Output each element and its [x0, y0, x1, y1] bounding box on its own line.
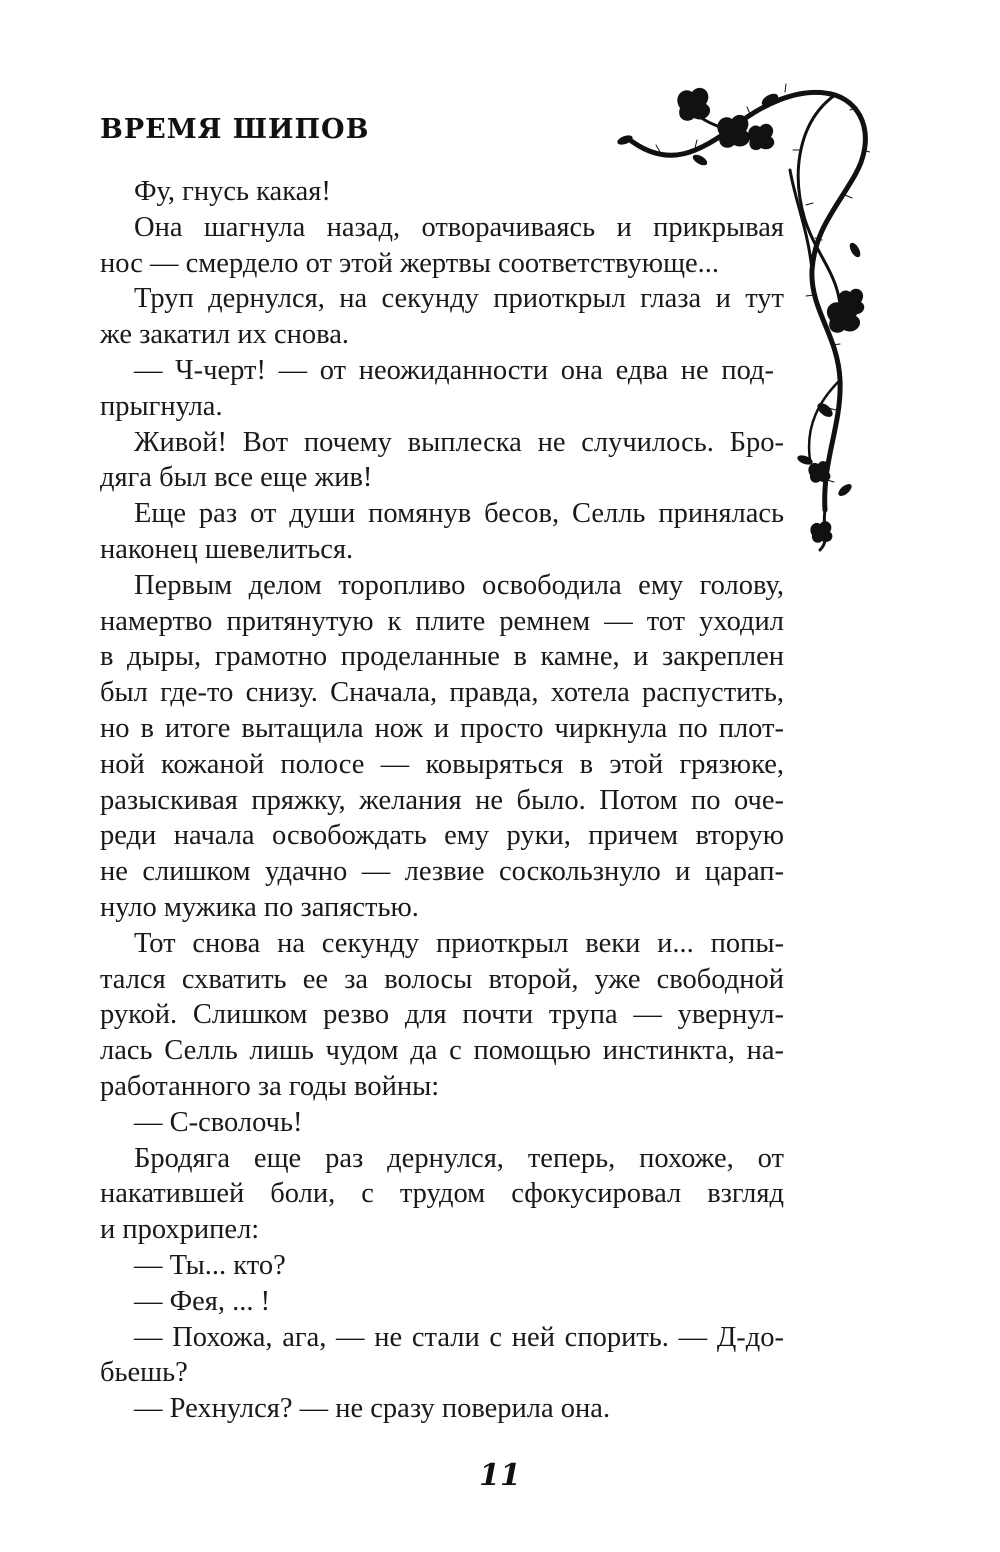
text-line: наконец шевелиться.	[100, 533, 354, 565]
text-line: нуло мужика по запястью.	[100, 891, 419, 923]
text-line: работанного за годы войны:	[100, 1070, 440, 1102]
text-line: — Похожа, ага, — не стали с ней спорить. — Д-до-	[134, 1321, 784, 1353]
text-line: но в итоге вытащила нож и просто чиркнула по плот-	[100, 712, 784, 744]
text-line: прыгнула.	[100, 390, 223, 422]
text-line: Первым делом торопливо освободила ему голову,	[134, 569, 784, 601]
text-line: не слишком удачно — лезвие соскользнуло и царап-	[100, 856, 784, 888]
text-line: Она шагнула назад, отворачиваясь и прикрывая	[134, 211, 784, 243]
text-line: — Ты... кто?	[134, 1249, 286, 1281]
text-line: Тот снова на секунду приоткрыл веки и... попы-	[134, 927, 784, 959]
text-line: в дыры, грамотно проделанные в камне, и закреплен	[100, 641, 784, 673]
text-line: — С-сволочь!	[134, 1106, 303, 1138]
text-line: рукой. Слишком резво для почти трупа — увернул-	[100, 999, 784, 1031]
text-line: — Фея, ... !	[134, 1285, 271, 1317]
body-text	[100, 174, 784, 1427]
text-line: же закатил их снова.	[100, 319, 350, 351]
text-line: разыскивая пряжку, желания не было. Потом по оче-	[100, 784, 784, 816]
text-line: Бродяга еще раз дернулся, теперь, похоже, от	[134, 1142, 784, 1174]
running-head: ВРЕМЯ ШИПОВ	[100, 114, 370, 145]
text-line: Еще раз от души помянув бесов, Селль принялась	[134, 498, 784, 530]
text-line: дяга был все еще жив!	[100, 462, 373, 494]
text-line: Фу, гнусь какая!	[134, 176, 331, 207]
text-line: Живой! Вот почему выплеска не случилось. Бро-	[134, 426, 784, 458]
text-line: — Ч-черт! — от неожиданности она едва не под-	[134, 354, 774, 386]
text-line: тался схватить ее за волосы второй, уже свободной	[100, 963, 784, 995]
page-number: 11	[479, 1458, 521, 1493]
text-line: бьешь?	[100, 1357, 188, 1389]
text-line: намертво притянутую к плите ремнем — тот уходил	[100, 605, 784, 637]
text-line: реди начала освобождать ему руки, причем вторую	[100, 820, 784, 852]
text-line: накатившей боли, с трудом сфокусировал взгляд	[100, 1178, 784, 1210]
text-line: и прохрипел:	[100, 1214, 260, 1246]
text-line: лась Селль лишь чудом да с помощью инстинкта, на-	[100, 1035, 784, 1067]
text-line: — Рехнулся? — не сразу поверила она.	[134, 1393, 611, 1425]
text-line: ной кожаной полосе — ковыряться в этой грязюке,	[100, 748, 784, 780]
text-line: был где-то снизу. Сначала, правда, хотела распустить,	[100, 677, 784, 709]
text-line: нос — смердело от этой жертвы соответствующе...	[100, 247, 720, 279]
text-line: Труп дернулся, на секунду приоткрыл глаза и тут	[134, 283, 784, 315]
